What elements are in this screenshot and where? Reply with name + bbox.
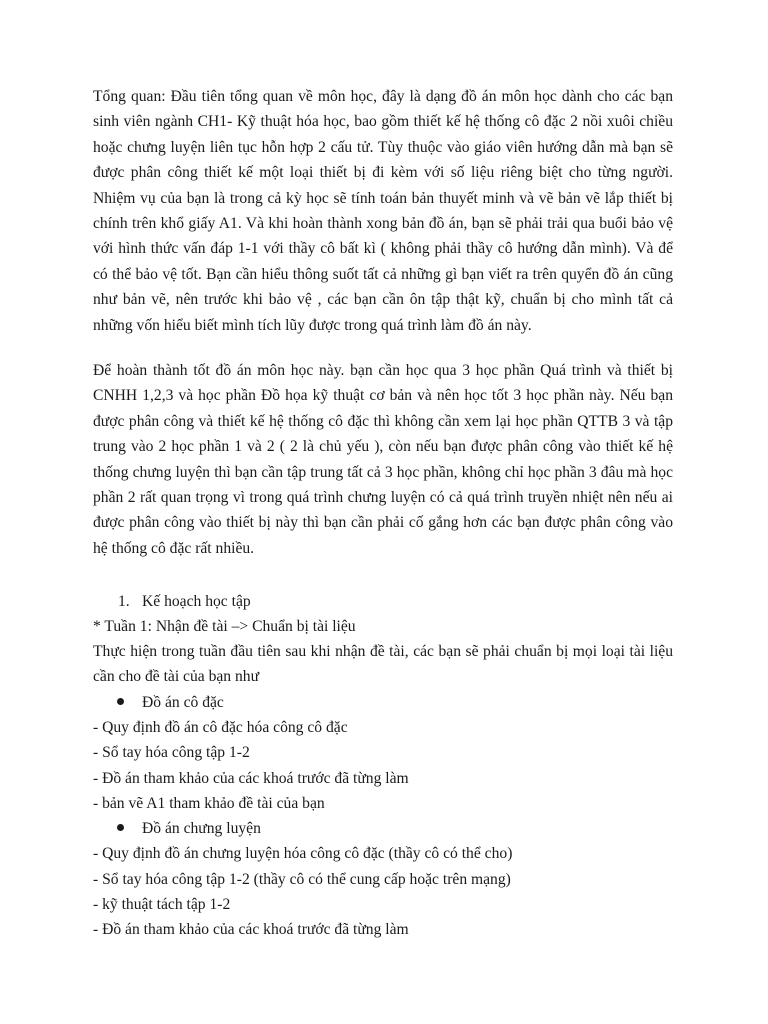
list-item: - Sổ tay hóa công tập 1-2 (thầy cô có thể cung cấp hoặc trên mạng) [93, 871, 511, 888]
list-item: - Quy định đồ án cô đặc hóa công cô đặc [93, 719, 348, 736]
group-1-title: Đồ án cô đặc [142, 694, 224, 711]
section-number: 1. [118, 593, 130, 610]
prerequisite-paragraph: Để hoàn thành tốt đồ án môn học này. bạn cần học qua 3 học phần Quá trình và thiết bị CNHH 1,2,3 và học phần Đồ họa kỹ thuật cơ bản và nên học tốt 3 học phần này. Nếu bạn được phân công và thiết kế hệ thống cô đặc thì không cần xem lại học phần QTTB 3 và tập trung vào 2 học phần 1 và 2 ( 2 là chủ yếu ), còn nếu bạn được phân công vào thiết kế hệ thống chưng luyện thì bạn cần tập trung tất cả 3 học phần, không chỉ học phần 3 đâu mà học phần 2 rất quan trọng vì trong quá trình chưng luyện có cả quá trình truyền nhiệt nên nếu ai được phân công vào thiết bị này thì bạn cần phải cố gắng hơn các bạn được phân công vào hệ thống cô đặc rất nhiều. [93, 362, 673, 557]
list-item: - bản vẽ A1 tham khảo đề tài của bạn [93, 795, 325, 812]
list-item: - Đồ án tham khảo của các khoá trước đã từng làm [93, 921, 409, 938]
bullet-icon [117, 698, 124, 705]
section-title: Kế hoạch học tập [142, 593, 251, 610]
overview-paragraph: Tổng quan: Đầu tiên tổng quan về môn học, đây là dạng đồ án môn học dành cho các bạn sinh viên ngành CH1- Kỹ thuật hóa học, bao gồm thiết kế hệ thống cô đặc 2 nồi xuôi chiều hoặc chưng luyện liên tục hỗn hợp 2 cấu tử. Tùy thuộc vào giáo viên hướng dẫn mà bạn sẽ được phân công thiết kế một loại thiết bị đi kèm với số liệu riêng biệt cho từng người. Nhiệm vụ của bạn là trong cả kỳ học sẽ tính toán bản thuyết minh và vẽ bản vẽ lắp thiết bị chính trên khổ giấy A1. Và khi hoàn thành xong bản đồ án, bạn sẽ phải trải qua buổi bảo vệ với hình thức vấn đáp 1-1 với thầy cô bất kì ( không phải thầy cô hướng dẫn mình). Và để có thể bảo vệ tốt. Bạn cần hiểu thông suốt tất cả những gì bạn viết ra trên quyển đồ án cũng như bản vẽ, nên trước khi bảo vệ , các bạn cần ôn tập thật kỹ, chuẩn bị cho mình tất cả những vốn hiểu biết mình tích lũy được trong quá trình làm đồ án này. [93, 88, 673, 334]
list-item: - Đồ án tham khảo của các khoá trước đã từng làm [93, 770, 409, 787]
week-1-intro: Thực hiện trong tuần đầu tiên sau khi nhận đề tài, các bạn sẽ phải chuẩn bị mọi loại tài liệu cần cho đề tài của bạn như [93, 643, 673, 686]
list-item: - Sổ tay hóa công tập 1-2 [93, 744, 250, 761]
week-1-line: * Tuần 1: Nhận đề tài –> Chuẩn bị tài liệu [93, 618, 356, 635]
group-2-title: Đồ án chưng luyện [142, 820, 261, 837]
list-item: - Quy định đồ án chưng luyện hóa công cô đặc (thầy cô có thể cho) [93, 845, 513, 862]
list-item: - kỹ thuật tách tập 1-2 [93, 896, 231, 913]
bullet-icon [117, 824, 124, 831]
